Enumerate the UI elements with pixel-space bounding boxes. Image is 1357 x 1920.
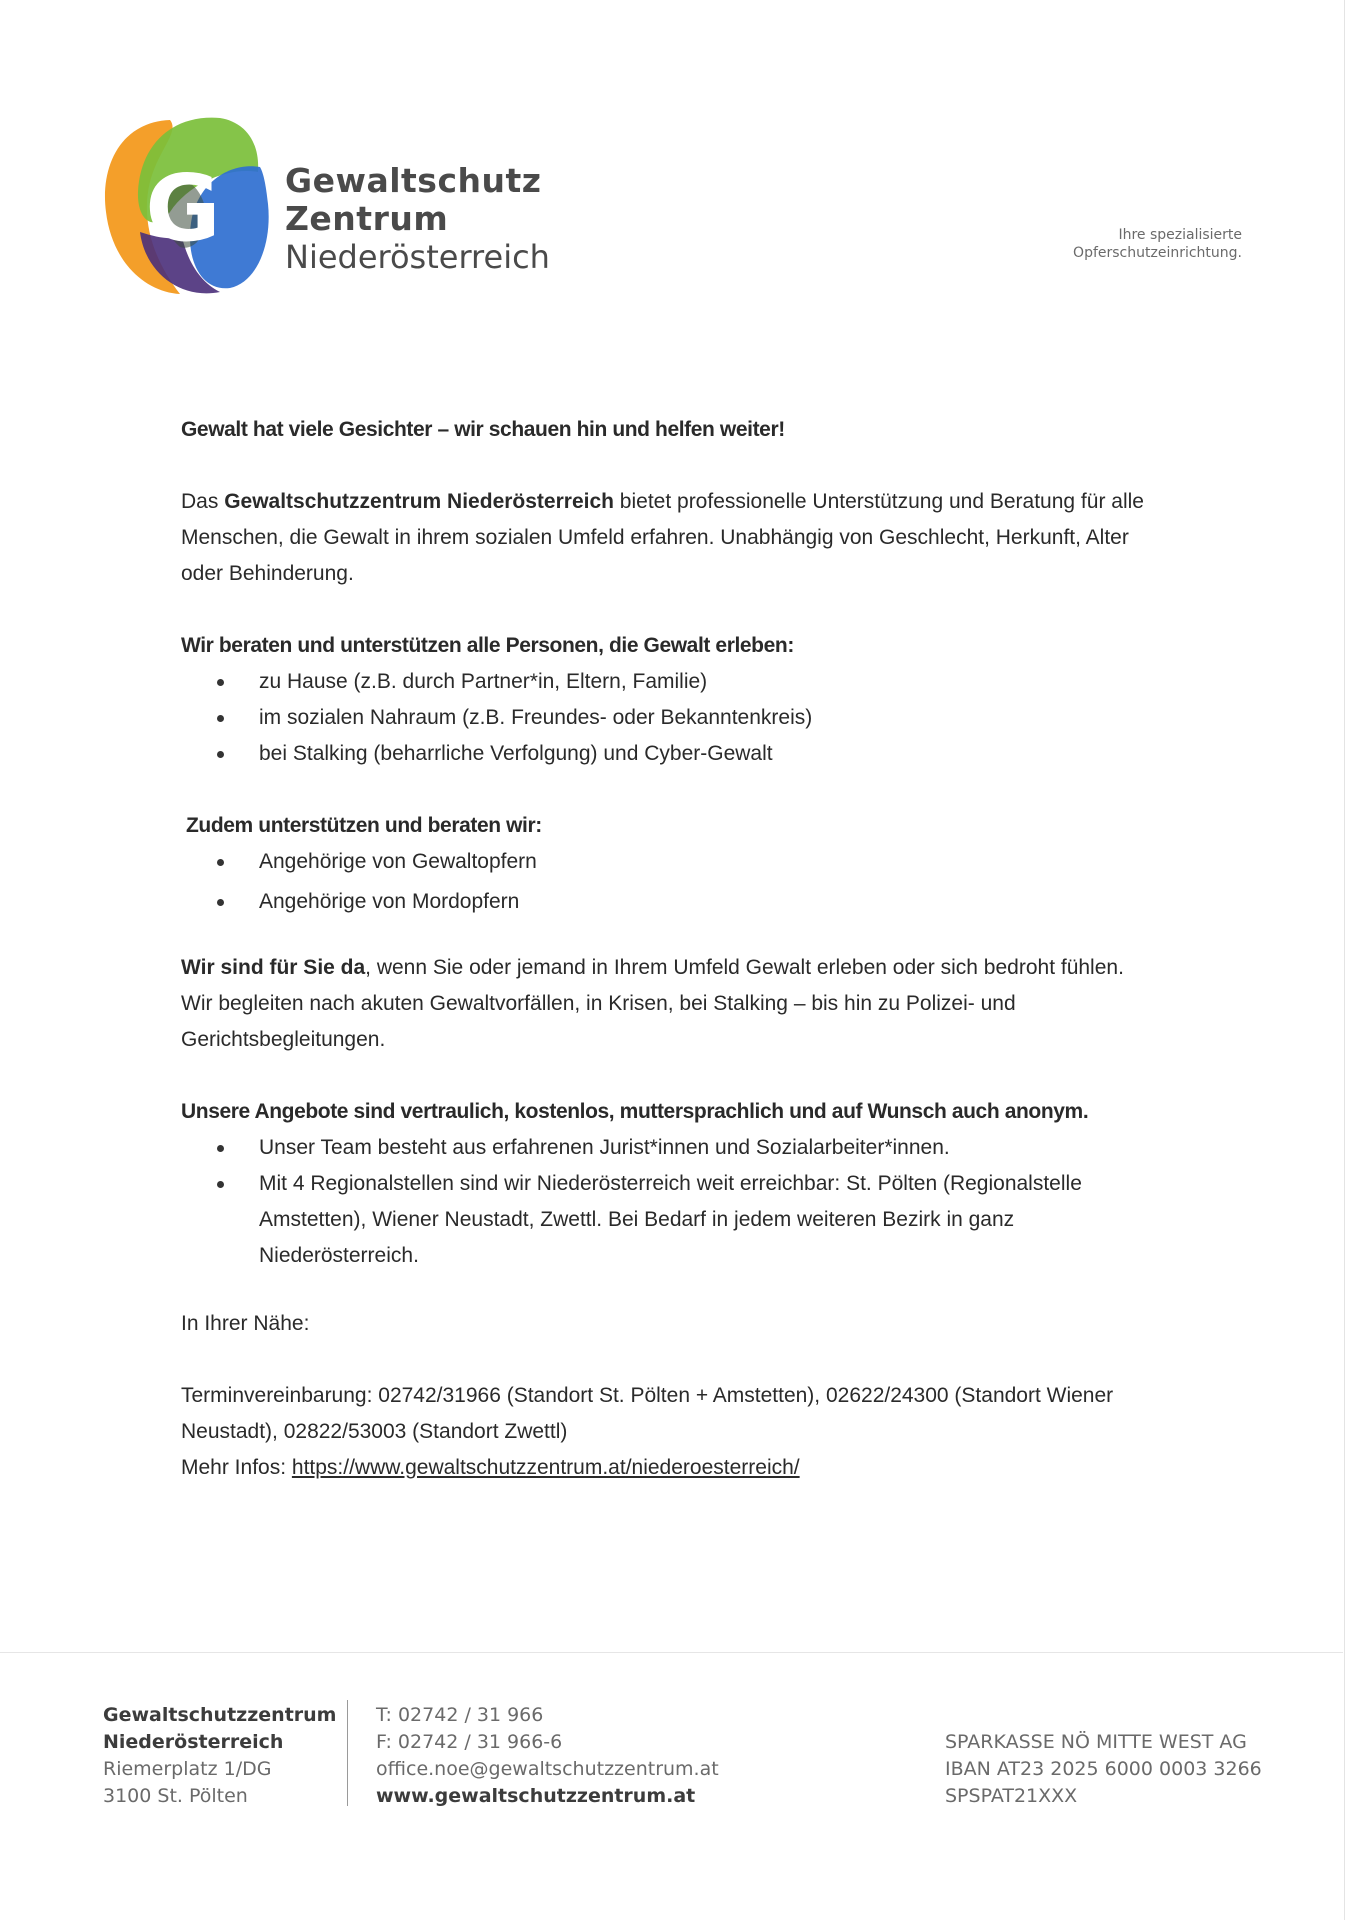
bullet-icon [217,751,224,758]
section-3-title: Unsere Angebote sind vertraulich, kostenlos, muttersprachlich und auf Wunsch auch anonym. [181,1100,1089,1123]
tagline-line-2: Opferschutzeinrichtung. [1073,245,1242,261]
section-2-list [181,844,1161,920]
list-item [181,1130,1161,1166]
list-item [181,884,1161,920]
footer-website[interactable]: www.gewaltschutzzentrum.at [376,1785,696,1807]
support-paragraph [181,950,1161,1058]
support-bold: Wir sind für Sie da [181,956,366,979]
footer-bank [945,1729,1262,1810]
logo-line-1: Gewaltschutz [285,161,542,200]
list-item-text: Angehörige von Mordopfern [259,890,520,913]
footer-city: 3100 St. Pölten [103,1785,248,1807]
footer-divider [0,1652,1343,1653]
tagline [1073,226,1242,262]
nearby-label: In Ihrer Nähe: [181,1312,310,1335]
bullet-icon [217,1181,224,1188]
footer-org-line-1: Gewaltschutzzentrum [103,1704,337,1726]
logo-line-3: Niederösterreich [285,238,550,276]
section-1-title: Wir beraten und unterstützen alle Personen, die Gewalt erleben: [181,634,794,657]
footer-fax: F: 02742 / 31 966-6 [376,1731,563,1753]
list-item [181,736,1161,772]
intro-prefix: Das [181,490,225,513]
tagline-line-1: Ihre spezialisierte [1118,227,1242,243]
intro-org-name: Gewaltschutzzentrum Niederösterreich [224,490,614,513]
footer-iban: IBAN AT23 2025 6000 0003 3266 [945,1758,1262,1780]
list-item-text: Unser Team besteht aus erfahrenen Jurist*innen und Sozialarbeiter*innen. [259,1136,950,1159]
list-item [181,844,1161,880]
footer-street: Riemerplatz 1/DG [103,1758,272,1780]
list-item [181,1166,1161,1274]
bullet-icon [217,859,224,866]
section-1-list [181,664,1161,772]
bullet-icon [217,899,224,906]
list-item-text: Angehörige von Gewaltopfern [259,850,537,873]
more-info-label: Mehr Infos: [181,1456,292,1479]
logo-line-2: Zentrum [285,199,449,238]
intro-text: bietet professionelle Unterstützung und Beratung für alle Menschen, die Gewalt in ihrem sozialen Umfeld erfahren. Unabhängig von Geschlecht, Herkunft, Alter oder Behinderung. [181,490,1144,585]
list-item [181,700,1161,736]
support-text: , wenn Sie oder jemand in Ihrem Umfeld Gewalt erleben oder sich bedroht fühlen. Wir begleiten nach akuten Gewaltvorfällen, in Krisen, bei Stalking – bis hin zu Polizei- und Gerichtsbegleitungen. [181,956,1124,1051]
list-item-text: bei Stalking (beharrliche Verfolgung) und Cyber-Gewalt [259,742,773,765]
footer-contact [376,1702,719,1810]
list-item-text: Mit 4 Regionalstellen sind wir Niederösterreich weit erreichbar: St. Pölten (Regionalstelle Amstetten), Wiener Neustadt, Zwettl. Bei Bedarf in jedem weiteren Bezirk in ganz Niederösterreich. [259,1172,1082,1267]
more-info [181,1450,1161,1486]
bullet-icon [217,1145,224,1152]
intro-paragraph [181,484,1161,592]
bullet-icon [217,679,224,686]
list-item-text: im sozialen Nahraum (z.B. Freundes- oder Bekanntenkreis) [259,706,813,729]
footer-bic: SPSPAT21XXX [945,1785,1078,1807]
logo-wordmark [285,162,550,276]
bullet-icon [217,715,224,722]
list-item [181,664,1161,700]
footer-column-divider [347,1700,348,1806]
more-info-link[interactable]: https://www.gewaltschutzzentrum.at/niederoesterreich/ [291,1456,800,1479]
footer-email[interactable]: office.noe@gewaltschutzzentrum.at [376,1758,719,1780]
letter-body [181,412,1161,1486]
logo-icon [100,112,270,302]
footer-phone: T: 02742 / 31 966 [376,1704,544,1726]
section-2-title: Zudem unterstützen und beraten wir: [186,814,542,837]
logo-letter: G [145,155,221,262]
appointment-text: Terminvereinbarung: 02742/31966 (Standort St. Pölten + Amstetten), 02622/24300 (Standort Wiener Neustadt), 02822/53003 (Standort Zwettl) [181,1384,1114,1443]
footer-address [103,1702,336,1810]
section-3-list [181,1130,1161,1274]
footer-org-line-2: Niederösterreich [103,1731,284,1753]
headline: Gewalt hat viele Gesichter – wir schauen hin und helfen weiter! [181,418,785,441]
page-edge [1344,0,1345,1920]
list-item-text: zu Hause (z.B. durch Partner*in, Eltern, Familie) [259,670,708,693]
footer-bank-name: SPARKASSE NÖ MITTE WEST AG [945,1731,1247,1753]
